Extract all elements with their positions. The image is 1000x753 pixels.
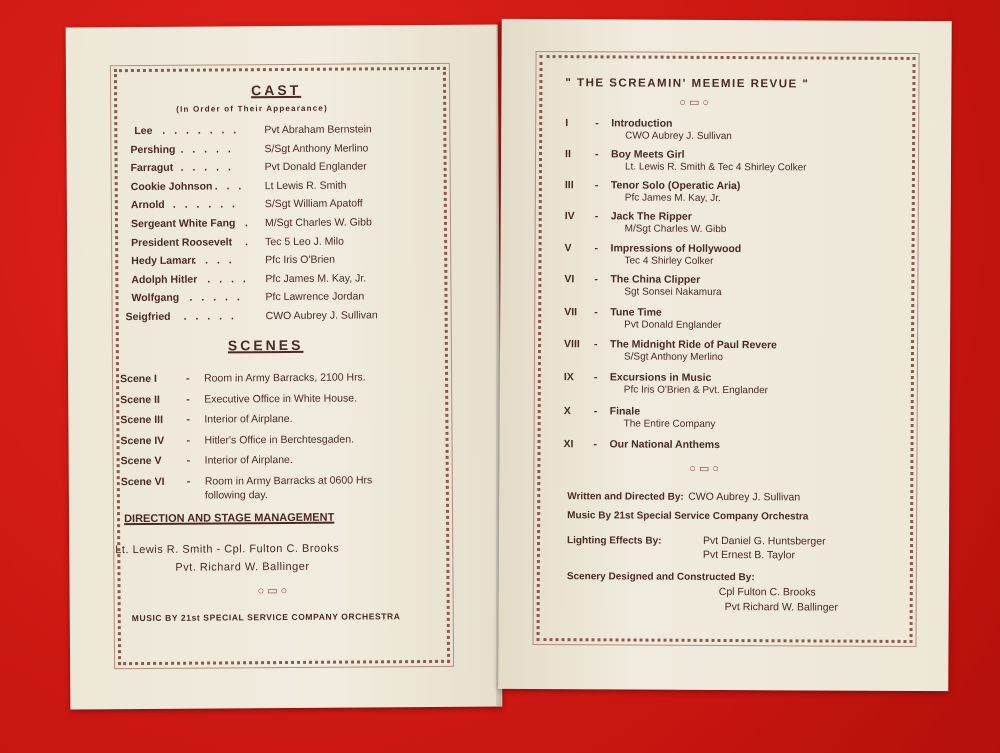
act-dash: - xyxy=(595,117,599,130)
written-value: CWO Aubrey J. Sullivan xyxy=(688,490,801,504)
cast-leader-dots: . . . . . xyxy=(180,142,234,156)
cast-actor: S/Sgt Anthony Merlino xyxy=(264,141,369,155)
act-title: Tenor Solo (Operatic Aria) xyxy=(610,179,741,193)
cast-role: Lee xyxy=(134,124,153,138)
cast-title: CAST xyxy=(251,81,302,99)
scene-dash: - xyxy=(186,393,190,406)
cast-actor: S/Sgt William Apatoff xyxy=(264,197,363,211)
cast-leader-dots: . . . . . xyxy=(180,161,234,174)
act-title: Our National Anthems xyxy=(609,438,721,451)
scenery-value-2: Pvt Richard W. Ballinger xyxy=(724,601,838,614)
act-title: Excursions in Music xyxy=(609,371,712,384)
cast-leader-dots: . . . . . . . xyxy=(162,124,240,137)
cast-role: Seigfried xyxy=(125,310,171,324)
cast-actor: Pfc Lawrence Jordan xyxy=(265,290,365,304)
act-performer: Lt. Lewis R. Smith & Tec 4 Shirley Colker xyxy=(624,161,807,174)
cast-actor: M/Sgt Charles W. Gibb xyxy=(264,216,372,230)
scene-description: Room in Army Barracks at 0600 Hrs xyxy=(204,473,373,488)
cast-leader-dots: . . . . . . xyxy=(172,198,239,212)
program-left-page xyxy=(66,25,503,710)
cast-leader-dots: . . . . . xyxy=(189,291,243,305)
act-number: IX xyxy=(563,371,574,384)
act-dash: - xyxy=(593,371,598,384)
cast-role: Wolfgang xyxy=(131,292,180,305)
act-performer: Sgt Sonsei Nakamura xyxy=(624,286,722,298)
act-number: XI xyxy=(563,438,574,451)
cast-role: Hedy Lamarr xyxy=(131,254,196,268)
revue-title: " THE SCREAMIN' MEEMIE REVUE " xyxy=(565,77,810,91)
cast-actor: Tec 5 Leo J. Milo xyxy=(265,235,344,248)
act-performer: Pvt Donald Englander xyxy=(624,319,722,331)
ornament-divider: ○▭○ xyxy=(257,584,291,598)
cast-role: Pershing xyxy=(130,143,176,156)
written-label: Written and Directed By: xyxy=(567,491,684,503)
scene-description: Room in Army Barracks, 2100 Hrs. xyxy=(204,371,366,385)
scene-label: Scene III xyxy=(120,413,164,427)
act-title: The China Clipper xyxy=(610,273,701,286)
scene-label: Scene V xyxy=(120,454,162,468)
cast-leader-dots: . . . . . xyxy=(183,310,237,323)
act-performer: The Entire Company xyxy=(623,418,716,430)
act-number: II xyxy=(565,148,571,161)
act-number: I xyxy=(565,117,569,130)
act-number: IV xyxy=(564,210,575,223)
act-dash: - xyxy=(593,405,598,418)
scene-description: Interior of Airplane. xyxy=(204,453,293,467)
lighting-value-1: Pvt Daniel G. Huntsberger xyxy=(702,534,826,548)
cast-subtitle: (In Order of Their Appearance) xyxy=(176,103,328,114)
act-dash: - xyxy=(595,148,599,161)
cast-actor: Pfc Iris O'Brien xyxy=(265,253,335,267)
cast-actor: Pfc James M. Kay, Jr. xyxy=(265,272,367,285)
act-performer: Tec 4 Shirley Colker xyxy=(624,255,714,267)
act-performer: S/Sgt Anthony Merlino xyxy=(623,351,723,363)
ornament-divider-top: ○▭○ xyxy=(679,96,713,109)
scenes-title: SCENES xyxy=(227,336,304,354)
act-dash: - xyxy=(593,438,598,451)
cast-role: Arnold xyxy=(130,199,165,212)
act-dash: - xyxy=(594,338,598,351)
scene-dash: - xyxy=(186,454,191,467)
cast-leader-dots: . xyxy=(244,217,251,230)
direction-line-1: Lt. Lewis R. Smith - Cpl. Fulton C. Brooks xyxy=(115,542,340,557)
scene-label: Scene IV xyxy=(120,434,165,447)
lighting-value-2: Pvt Ernest B. Taylor xyxy=(702,548,795,562)
direction-line-2: Pvt. Richard W. Ballinger xyxy=(175,560,310,574)
cast-leader-dots: . . . . xyxy=(207,273,249,286)
cast-leader-dots: . . . xyxy=(214,180,245,193)
scene-dash: - xyxy=(186,372,190,385)
scenery-label: Scenery Designed and Constructed By: xyxy=(566,571,755,584)
act-performer: Pfc James M. Kay, Jr. xyxy=(624,192,721,204)
act-performer: Pfc Iris O'Brien & Pvt. Englander xyxy=(623,384,769,397)
cast-role: Sergeant White Fang xyxy=(130,217,236,231)
act-title: Boy Meets Girl xyxy=(611,148,685,161)
written-credit xyxy=(567,486,800,505)
scene-description-continued: following day. xyxy=(204,488,268,502)
act-number: III xyxy=(564,179,574,192)
act-title: The Midnight Ride of Paul Revere xyxy=(610,338,777,352)
act-title: Finale xyxy=(609,405,641,418)
cast-actor: Pvt Donald Englander xyxy=(264,160,367,174)
act-performer: CWO Aubrey J. Sullivan xyxy=(625,130,732,143)
act-dash: - xyxy=(594,210,599,223)
act-number: VI xyxy=(564,273,575,286)
act-number: VIII xyxy=(564,338,580,351)
scene-label: Scene VI xyxy=(120,475,165,488)
music-credit: Music By 21st Special Service Company Orchestra xyxy=(567,510,809,523)
scene-description: Executive Office in White House. xyxy=(204,391,357,406)
act-title: Impressions of Hollywood xyxy=(610,242,742,256)
act-dash: - xyxy=(594,242,599,255)
cast-actor: Lt Lewis R. Smith xyxy=(264,179,347,192)
act-performer: M/Sgt Charles W. Gibb xyxy=(624,223,727,236)
cast-actor: Pvt Abraham Bernstein xyxy=(264,123,372,137)
scene-label: Scene I xyxy=(120,372,157,386)
act-dash: - xyxy=(594,306,598,319)
cast-role: President Roosevelt xyxy=(131,235,233,249)
act-title: Introduction xyxy=(611,117,673,130)
scene-description: Interior of Airplane. xyxy=(204,412,293,426)
scene-description: Hitler's Office in Berchtesgaden. xyxy=(204,433,355,447)
program-right-page xyxy=(498,19,952,691)
act-number: VII xyxy=(564,306,578,319)
cast-leader-dots: . . . . xyxy=(193,254,235,267)
cast-leader-dots: . xyxy=(245,235,252,248)
act-dash: - xyxy=(594,179,599,192)
act-number: V xyxy=(564,242,572,255)
scene-dash: - xyxy=(186,475,191,488)
scene-dash: - xyxy=(186,434,191,447)
act-title: Tune Time xyxy=(610,306,662,319)
cast-role: Adolph Hitler xyxy=(131,273,198,286)
direction-title: DIRECTION AND STAGE MANAGEMENT xyxy=(124,511,335,526)
cast-role: Farragut xyxy=(130,161,174,175)
music-footer: MUSIC BY 21st SPECIAL SERVICE COMPANY ORCHESTRA xyxy=(131,611,401,624)
decorative-border xyxy=(114,67,450,665)
scenery-value-1: Cpl Fulton C. Brooks xyxy=(718,585,816,599)
scene-label: Scene II xyxy=(120,393,160,406)
scene-dash: - xyxy=(186,413,190,426)
act-dash: - xyxy=(594,273,598,286)
act-number: X xyxy=(563,405,571,418)
cast-role: Cookie Johnson xyxy=(130,180,213,193)
lighting-label: Lighting Effects By: xyxy=(566,535,662,547)
cast-actor: CWO Aubrey J. Sullivan xyxy=(265,309,378,323)
act-title: Jack The Ripper xyxy=(610,210,692,223)
ornament-divider-mid: ○▭○ xyxy=(689,462,723,475)
